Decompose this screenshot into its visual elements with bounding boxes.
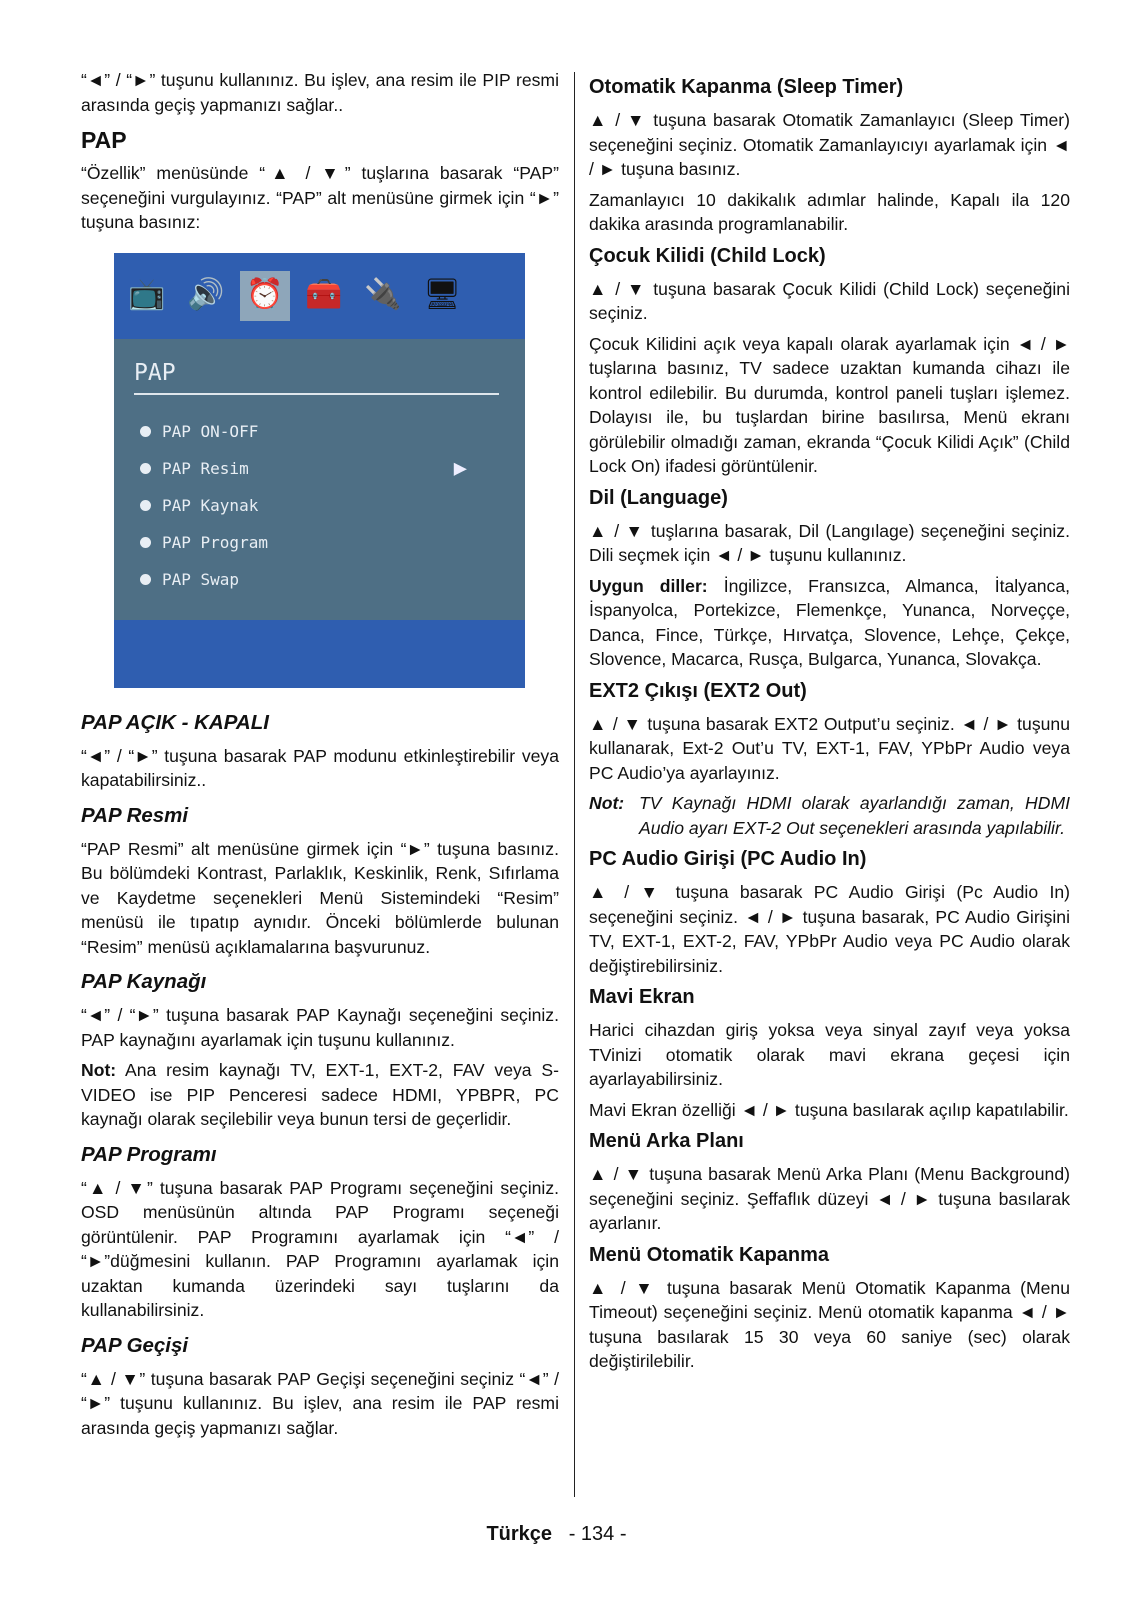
language-list: Uygun diller: İngilizce, Fransızca, Almanca, İtalyanca, İspanyolca, Portekizce, Flemenkçe, Yunanca, Norveççe, Danca, Fince, Türkçe, Hırvatça, Slovence, Lehçe, Çekçe, Slovence, Macarca, Rusça, Bulgarca, Yunanca, Slovakça.	[589, 575, 1070, 669]
pap-gecisi-heading: PAP Geçişi	[81, 1333, 189, 1357]
pap-resmi-text: “PAP Resmi” alt menüsüne girmek için “►” tuşuna basınız. Bu bölümdeki Kontrast, Parlaklık, Keskinlik, Renk, Sıfırlama ve Kaydetme seçenekleri Menü Sistemindeki “Resim” menüsü ile tıpatıp aynıdır. Önceki bölümlerde bulunan “Resim” menüsü açıklamalarına başvurunuz.	[81, 838, 559, 957]
child-lock-heading: Çocuk Kilidi (Child Lock)	[589, 244, 826, 267]
child-lock-text-2: Çocuk Kilidini açık veya kapalı olarak ayarlamak için ◄ / ► tuşlarına basınız, TV sadece uzaktan kumanda cihazı ile kontrol edilebilir. Bu durumda, kontrol paneli tuşları işlemez. Dolayısı ile, bu tuşlardan birine basılırsa, Menü ekranı görülebilir olmadığı zaman, ekranda “Çocuk Kilidi Açık” (Child Lock On) ifadesi görüntülenir.	[589, 333, 1070, 476]
alarm-clock-feature-icon: ⏰	[240, 271, 290, 321]
child-lock-text-1: ▲ / ▼ tuşuna basarak Çocuk Kilidi (Child Lock) seçeneğini seçiniz.	[589, 278, 1070, 323]
page-number: - 134 -	[568, 1523, 627, 1545]
pap-resmi-heading: PAP Resmi	[81, 803, 189, 827]
menu-background-text: ▲ / ▼ tuşuna basarak Menü Arka Planı (Menu Background) seçeneğini seçiniz. Şeffaflık düzeyi ◄ / ► tuşuna basılarak ayarlanır.	[589, 1164, 1070, 1233]
left-column	[81, 68, 559, 1446]
osd-title: PAP	[134, 359, 176, 386]
pap-text: “Özellik” menüsünde “▲ / ▼” tuşlarına basarak “PAP” seçeneğini vurgulayınız. “PAP” alt menüsüne girmek için “►” tuşuna basınız:	[81, 163, 559, 232]
blue-screen-text-2: Mavi Ekran özelliği ◄ / ► tuşuna basılarak açılıp kapatılabilir.	[589, 1099, 1069, 1120]
tv-picture-icon: 📺	[128, 278, 166, 312]
toolbox-install-icon: 🧰	[305, 278, 343, 312]
pap-programi-heading: PAP Programı	[81, 1142, 217, 1166]
pap-kaynagi-text: “◄” / “►” tuşuna basarak PAP Kaynağı seçeneğini seçiniz. PAP kaynağını ayarlamak için tuşunu kullanınız.	[81, 1005, 559, 1050]
osd-bullet-icon	[140, 500, 151, 511]
pc-audio-heading: PC Audio Girişi (PC Audio In)	[589, 848, 867, 870]
pap-heading: PAP	[81, 127, 127, 153]
blue-screen-text-1: Harici cihazdan giriş yoksa veya sinyal zayıf veya yoksa TVinizi otomatik olarak mavi ekrana geçesi için ayarlayabilirsiniz.	[589, 1020, 1070, 1089]
speaker-sound-icon: 🔊	[187, 278, 225, 312]
osd-item-on-off: PAP ON-OFF	[114, 413, 525, 450]
menu-timeout-heading: Menü Otomatik Kapanma	[589, 1243, 830, 1266]
column-divider	[574, 72, 575, 1497]
osd-bullet-icon	[140, 463, 151, 474]
cables-source-icon: 🔌	[364, 278, 402, 312]
ext2-note: Not: TV Kaynağı HDMI olarak ayarlandığı zaman, HDMI Audio ayarı EXT-2 Out seçenekleri arasında yapılabilir.	[589, 793, 1070, 838]
osd-bullet-icon	[140, 574, 151, 585]
right-column	[589, 68, 1070, 1380]
osd-bottom-bar	[114, 620, 525, 688]
pap-kaynagi-note: Not: Ana resim kaynağı TV, EXT-1, EXT-2, FAV veya S-VIDEO ise PIP Penceresi sadece HDMI, YPBPR, PC kaynağı olarak seçilebilir veya bunun tersi de geçerlidir.	[81, 1060, 559, 1129]
pap-programi-text: “▲ / ▼” tuşuna basarak PAP Programı seçeneğini seçiniz. OSD menüsünün altında PAP Programı seçeneği görüntülenir. PAP Programını ayarlamak için “◄” / “►”düğmesini kullanın. PAP Programını ayarlamak için uzaktan kumanda üzerindeki sayı tuşlarını da kullanabilirsiniz.	[81, 1177, 559, 1320]
pap-on-off-text: “◄” / “►” tuşuna basarak PAP modunu etkinleştirebilir veya kapatabilirsiniz..	[81, 745, 559, 790]
menu-background-heading: Menü Arka Planı	[589, 1130, 744, 1152]
language-text-1: ▲ / ▼ tuşlarına basarak, Dil (Langılage) seçeneğini seçiniz. Dili seçmek için ◄ / ► tuşunu kullanınız.	[589, 520, 1070, 565]
pap-kaynagi-heading: PAP Kaynağı	[81, 970, 207, 993]
pc-audio-text: ▲ / ▼ tuşuna basarak PC Audio Girişi (Pc Audio In) seçeneğini seçiniz. ◄ / ► tuşuna basarak, PC Audio Girişini TV, EXT-1, EXT-2, FAV, YPbPr Audio veya PC Audio olarak değiştirebilirsiniz.	[589, 882, 1070, 976]
osd-bullet-icon	[140, 426, 151, 437]
right-arrow-icon: ▶	[453, 456, 467, 481]
intro-text: “◄” / “►” tuşunu kullanınız. Bu işlev, ana resim ile PIP resmi arasında geçiş yapmanızı sağlar..	[81, 70, 559, 115]
sleep-timer-heading: Otomatik Kapanma (Sleep Timer)	[589, 76, 904, 98]
language-heading: Dil (Language)	[589, 486, 728, 509]
osd-item-resim: PAP Resim ▶	[114, 450, 525, 487]
ext2-out-heading: EXT2 Çıkışı (EXT2 Out)	[589, 679, 807, 702]
sleep-timer-text-1: ▲ / ▼ tuşuna basarak Otomatik Zamanlayıcı (Sleep Timer) seçeneğini seçiniz. Otomatik Zamanlayıcıyı ayarlamak için ◄ / ► tuşuna basınız.	[589, 110, 1070, 179]
osd-item-program: PAP Program	[114, 524, 525, 561]
osd-item-kaynak: PAP Kaynak	[114, 487, 525, 524]
ext2-out-text: ▲ / ▼ tuşuna basarak EXT2 Output’u seçiniz. ◄ / ► tuşunu kullanarak, Ext-2 Out’u TV, EXT-1, FAV, YPbPr Audio veya PC Audio’ya ayarlayınız.	[589, 713, 1070, 783]
osd-bullet-icon	[140, 537, 151, 548]
osd-item-swap: PAP Swap	[114, 561, 525, 598]
blue-screen-heading: Mavi Ekran	[589, 986, 695, 1008]
tv-child-lock-icon: 🖥	[422, 278, 462, 312]
footer-language: Türkçe	[486, 1523, 553, 1545]
pap-on-off-heading: PAP AÇIK - KAPALI	[81, 710, 269, 734]
page-footer	[0, 1523, 1133, 1546]
menu-timeout-text: ▲ / ▼ tuşuna basarak Menü Otomatik Kapanma (Menu Timeout) seçeneğini seçiniz. Menü otomatik kapanma ◄ / ► tuşuna basılarak 15 30 veya 60 saniye (sec) olarak değiştirilebilir.	[589, 1277, 1070, 1371]
pap-gecisi-text: “▲ / ▼” tuşuna basarak PAP Geçişi seçeneğini seçiniz “◄” / “►” tuşunu kullanınız. Bu işlev, ana resim ile PAP resmi arasında geçiş yapmanızı sağlar.	[81, 1368, 559, 1438]
osd-icon-bar	[114, 253, 525, 339]
sleep-timer-text-2: Zamanlayıcı 10 dakikalık adımlar halinde, Kapalı ila 120 dakika arasında programlanabilir.	[589, 189, 1070, 234]
pap-osd-screenshot	[114, 253, 525, 688]
